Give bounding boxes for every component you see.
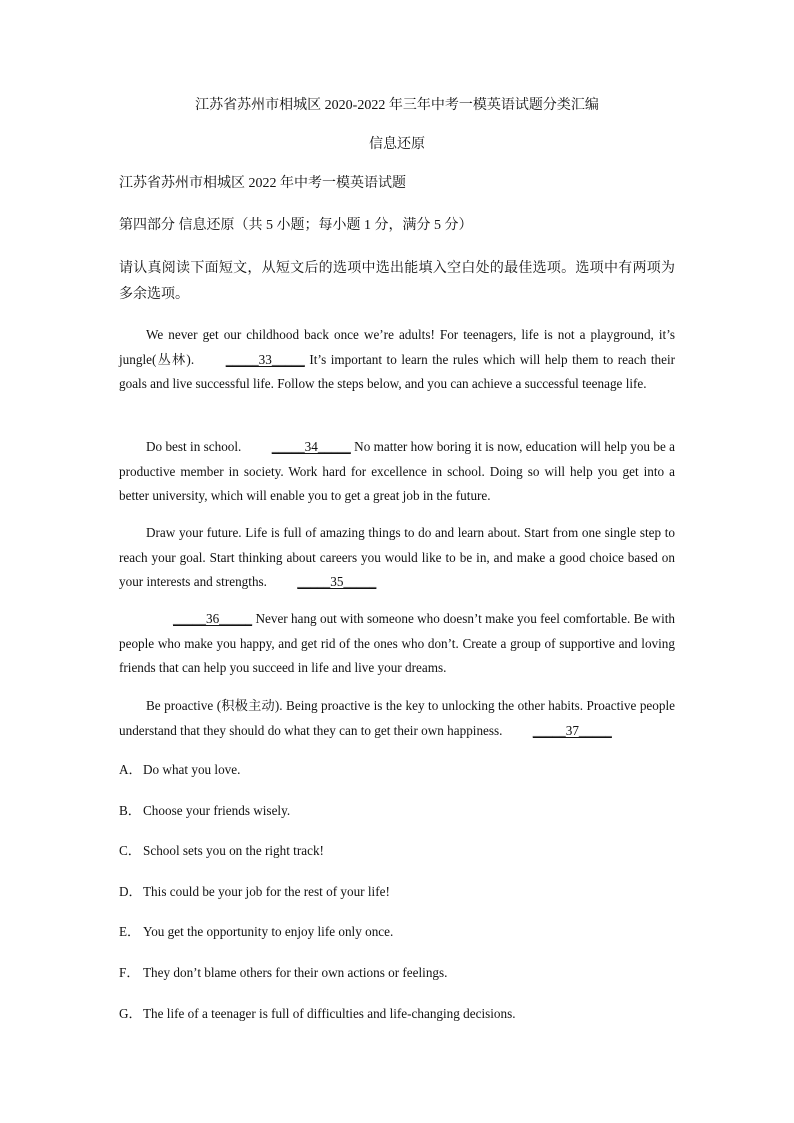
- blank-34: _____34_____: [271, 439, 351, 454]
- blank-35: _____35_____: [297, 574, 377, 589]
- option-letter: E．: [119, 924, 141, 939]
- option-letter: B．: [119, 803, 141, 818]
- paragraph-text: Never hang out with someone who doesn’t make you feel comfortable. Be with people who make you happy, and get rid of the ones who don’t. Create a group of supportive and loving friends that can help you succeed in life and live your dreams.: [119, 611, 675, 675]
- option-letter: D．: [119, 884, 142, 899]
- option-text: You get the opportunity to enjoy life only once.: [143, 924, 394, 939]
- blank-36: _____36_____: [173, 611, 253, 626]
- passage-paragraph-2: [119, 435, 675, 509]
- paragraph-text: Draw your future. Life is full of amazing things to do and learn about. Start from one single step to reach your goal. Start thinking about careers you would like to be in, and make a good choice based on your interests and strengths.: [119, 525, 675, 589]
- document-subtitle: 信息还原: [369, 137, 425, 152]
- option-letter: C．: [119, 843, 141, 858]
- passage-paragraph-1: [119, 323, 675, 397]
- passage-paragraph-3: [119, 521, 675, 595]
- passage-paragraph-4: [119, 607, 675, 681]
- option-text: They don’t blame others for their own actions or feelings.: [143, 965, 448, 980]
- instruction-text: 请认真阅读下面短文，从短文后的选项中选出能填入空白处的最佳选项。选项中有两项为多余选项。: [119, 261, 675, 302]
- option-b: [119, 801, 290, 821]
- option-a: [119, 760, 240, 780]
- option-letter: G．: [119, 1006, 142, 1021]
- blank-37: _____37_____: [532, 722, 612, 738]
- option-c: [119, 841, 324, 861]
- option-text: School sets you on the right track!: [143, 843, 324, 858]
- option-text: Choose your friends wisely.: [143, 803, 291, 818]
- option-e: [119, 922, 393, 942]
- option-f: [119, 963, 447, 983]
- section-heading: 第四部分 信息还原（共 5 小题；每小题 1 分，满分 5 分）: [119, 218, 473, 233]
- option-letter: F．: [119, 965, 140, 980]
- option-g: [119, 1004, 516, 1024]
- blank-33: _____33_____: [225, 351, 305, 367]
- paragraph-text: Do best in school.: [146, 439, 242, 454]
- option-text: The life of a teenager is full of difficulties and life-changing decisions.: [143, 1006, 516, 1021]
- option-text: This could be your job for the rest of your life!: [143, 884, 390, 899]
- paragraph-text: No matter how boring it is now, education will help you be a productive member in society. Work hard for excellence in school. Doing so will help you get into a better university, which will enable you to get a great job in the future.: [119, 439, 676, 503]
- option-text: Do what you love.: [143, 762, 241, 777]
- option-d: [119, 882, 390, 902]
- paragraph-text: It’s important to learn the rules which will help them to reach their goals and live successful life. Follow the steps below, and you can achieve a successful teenage life.: [119, 351, 676, 391]
- option-letter: A．: [119, 762, 142, 777]
- paragraph-text: Be proactive (积极主动). Being proactive is the key to unlocking the other habits. Proactive people understand that they should do what they can to get their own happiness.: [119, 698, 675, 738]
- paragraph-text: We never get our childhood back once we’re adults! For teenagers, life is not a playground, it’s jungle(丛林).: [119, 327, 675, 367]
- document-title: 江苏省苏州市相城区 2020-2022 年三年中考一模英语试题分类汇编: [195, 98, 599, 113]
- exam-source: 江苏省苏州市相城区 2022 年中考一模英语试题: [119, 176, 406, 191]
- passage-paragraph-5: [119, 694, 675, 743]
